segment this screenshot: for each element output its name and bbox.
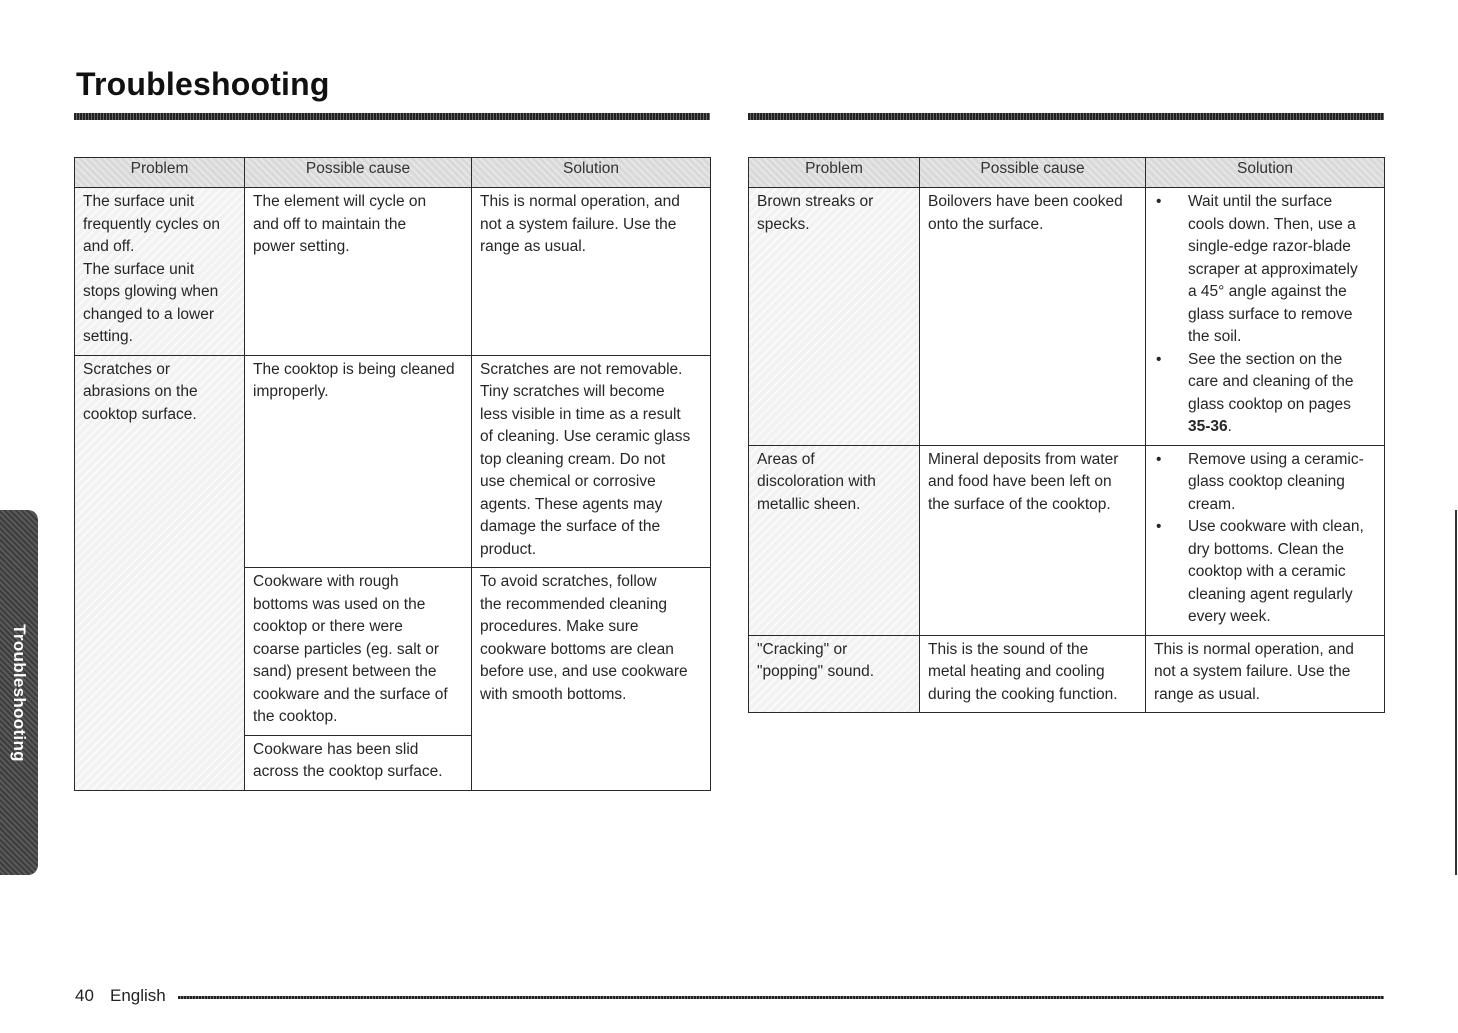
cause-cell — [245, 735, 472, 790]
title-rule-left — [74, 113, 710, 120]
solution-line: top cleaning cream. Do not — [480, 450, 666, 468]
header-possible-cause: Possible cause — [245, 158, 472, 188]
cause-line: power setting. — [253, 238, 350, 255]
solution-cell — [472, 355, 711, 568]
solution-bullet-list — [1154, 449, 1378, 629]
cause-cell — [245, 188, 472, 356]
solution-line: scraper at approximately — [1188, 260, 1358, 278]
solution-line: dry bottoms. Clean the — [1188, 540, 1344, 558]
problem-line: and off. — [83, 238, 135, 255]
cause-line: Cookware with rough — [253, 573, 399, 590]
solution-line: care and cleaning of the — [1188, 373, 1354, 390]
title-rule-right — [748, 113, 1384, 120]
page-number: 40 — [75, 986, 94, 1005]
solution-line: cleaning agent regularly — [1188, 585, 1353, 603]
page-reference-line — [1188, 416, 1378, 439]
cause-line: and food have been left on — [928, 473, 1112, 490]
bullet-icon: • — [1156, 450, 1162, 468]
problem-line: "Cracking" or — [757, 640, 848, 658]
solution-line: This is normal operation, and — [480, 193, 680, 210]
bullet-icon: • — [1156, 518, 1162, 535]
cause-line: the cooktop. — [253, 708, 338, 725]
solution-line: cools down. Then, use a — [1188, 215, 1356, 233]
solution-line: not a system failure. Use the — [480, 215, 677, 233]
section-side-tab[interactable] — [0, 510, 38, 875]
cause-line: cookware and the surface of — [253, 685, 448, 703]
solution-line: To avoid scratches, follow — [480, 573, 657, 590]
header-problem: Problem — [75, 158, 245, 188]
solution-line: This is normal operation, and — [1154, 640, 1354, 658]
table-row — [75, 188, 711, 356]
problem-line: abrasions on the — [83, 383, 198, 400]
side-tab-label: Troubleshooting — [10, 623, 29, 762]
solution-line: Remove using a ceramic- — [1188, 450, 1364, 468]
cause-cell — [920, 445, 1146, 635]
solution-cell — [1146, 188, 1385, 446]
cause-line: improperly. — [253, 383, 329, 400]
table-row — [749, 635, 1385, 713]
bullet-item — [1154, 349, 1378, 439]
solution-line: with smooth bottoms. — [480, 685, 627, 703]
problem-cell — [749, 188, 920, 446]
bullet-item — [1154, 449, 1378, 517]
problem-line: metallic sheen. — [757, 495, 861, 513]
header-possible-cause: Possible cause — [920, 158, 1146, 188]
solution-line: Scratches are not removable. — [480, 360, 683, 378]
page-reference-end: . — [1227, 418, 1232, 435]
solution-line: Tiny scratches will become — [480, 383, 665, 400]
cause-cell — [920, 188, 1146, 446]
solution-line: not a system failure. Use the — [1154, 663, 1351, 680]
cause-line: the surface of the cooktop. — [928, 495, 1111, 513]
troubleshooting-table-left — [74, 157, 711, 791]
header-problem: Problem — [749, 158, 920, 188]
bullet-item — [1154, 516, 1378, 629]
problem-cell — [75, 355, 245, 790]
solution-line: less visible in time as a result — [480, 405, 681, 423]
problem-line: The surface unit — [83, 260, 195, 278]
cause-line: Mineral deposits from water — [928, 450, 1119, 468]
cause-line: sand) present between the — [253, 663, 437, 680]
bullet-icon: • — [1156, 350, 1162, 368]
solution-cell — [1146, 445, 1385, 635]
problem-line: stops glowing when — [83, 283, 219, 300]
table-row — [749, 445, 1385, 635]
solution-line: every week. — [1188, 608, 1271, 625]
problem-line: Areas of — [757, 450, 815, 468]
solution-cell — [472, 188, 711, 356]
problem-line: cooktop surface. — [83, 405, 197, 423]
solution-line: Wait until the surface — [1188, 193, 1333, 210]
troubleshooting-table-right — [748, 157, 1385, 713]
page-title: Troubleshooting — [76, 66, 330, 102]
solution-line: before use, and use cookware — [480, 663, 688, 680]
solution-line: product. — [480, 540, 537, 558]
cause-line: coarse particles (eg. salt or — [253, 640, 440, 658]
cause-line: The element will cycle on — [253, 193, 427, 210]
solution-line: cookware bottoms are clean — [480, 640, 674, 658]
footer-rule — [178, 996, 1384, 999]
page-reference[interactable]: 35-36 — [1188, 418, 1228, 435]
cause-line: across the cooktop surface. — [253, 763, 443, 780]
cause-line: cooktop or there were — [253, 618, 403, 635]
solution-line: damage the surface of the — [480, 518, 661, 535]
header-solution: Solution — [1146, 158, 1385, 188]
problem-line: Scratches or — [83, 360, 171, 378]
problem-cell — [749, 445, 920, 635]
page-edge-mark — [1455, 510, 1457, 875]
table-row — [75, 355, 711, 568]
cause-line: Boilovers have been cooked — [928, 193, 1123, 210]
footer-language: English — [110, 986, 166, 1005]
problem-line: discoloration with — [757, 473, 876, 490]
header-solution: Solution — [472, 158, 711, 188]
table-row — [749, 188, 1385, 446]
problem-line: specks. — [757, 215, 810, 233]
cause-cell — [920, 635, 1146, 713]
solution-line: use chemical or corrosive — [480, 473, 656, 490]
solution-cell — [1146, 635, 1385, 713]
solution-line: glass cooktop cleaning — [1188, 473, 1345, 490]
solution-line: the soil. — [1188, 328, 1242, 345]
cause-cell — [245, 568, 472, 736]
cause-line: onto the surface. — [928, 215, 1044, 233]
bullet-icon: • — [1156, 193, 1162, 210]
table-header-row — [75, 158, 711, 188]
table-header-row — [749, 158, 1385, 188]
problem-line: "popping" sound. — [757, 663, 875, 680]
problem-line: The surface unit — [83, 193, 195, 210]
cause-line: This is the sound of the — [928, 640, 1089, 658]
cause-line: metal heating and cooling — [928, 663, 1105, 680]
solution-line: glass cooktop on pages — [1188, 395, 1351, 413]
solution-line: range as usual. — [480, 238, 586, 255]
solution-line: cream. — [1188, 495, 1236, 513]
solution-line: single-edge razor-blade — [1188, 238, 1351, 255]
problem-line: Brown streaks or — [757, 193, 874, 210]
cause-line: bottoms was used on the — [253, 595, 426, 613]
problem-cell — [75, 188, 245, 356]
problem-cell — [749, 635, 920, 713]
solution-line: range as usual. — [1154, 685, 1260, 703]
solution-line: agents. These agents may — [480, 495, 663, 513]
cause-line: Cookware has been slid — [253, 740, 419, 758]
solution-line: procedures. Make sure — [480, 618, 639, 635]
solution-cell — [472, 568, 711, 791]
bullet-item — [1154, 191, 1378, 349]
problem-line: frequently cycles on — [83, 215, 220, 233]
solution-line: of cleaning. Use ceramic glass — [480, 428, 691, 445]
cause-line: during the cooking function. — [928, 685, 1118, 703]
cause-line: The cooktop is being cleaned — [253, 360, 455, 378]
solution-line: glass surface to remove — [1188, 305, 1353, 323]
solution-bullet-list — [1154, 191, 1378, 439]
problem-line: setting. — [83, 328, 133, 345]
solution-line: the recommended cleaning — [480, 595, 667, 613]
problem-line: changed to a lower — [83, 305, 214, 323]
cause-line: and off to maintain the — [253, 215, 407, 233]
solution-line: cooktop with a ceramic — [1188, 563, 1346, 580]
solution-line: a 45° angle against the — [1188, 283, 1347, 300]
solution-line: See the section on the — [1188, 350, 1343, 368]
cause-cell — [245, 355, 472, 568]
solution-line: Use cookware with clean, — [1188, 518, 1364, 535]
